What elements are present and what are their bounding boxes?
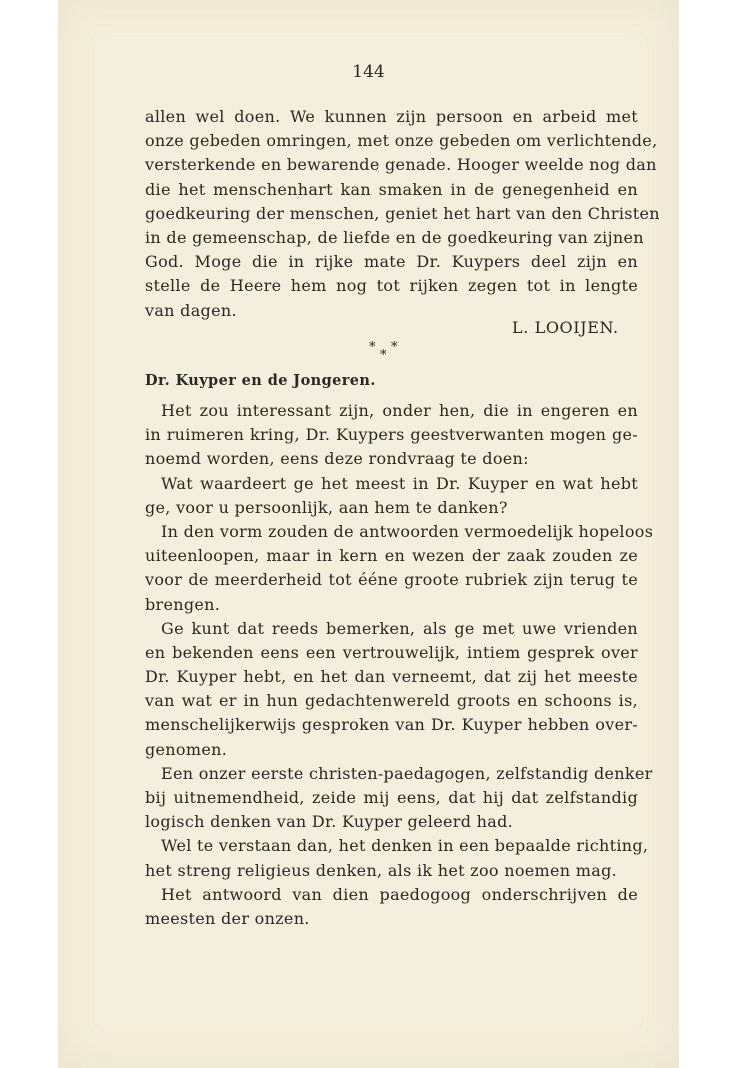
text-line: en bekenden eens een vertrouwelijk, intiem gesprek over xyxy=(145,642,638,662)
text-line: goedkeuring der menschen, geniet het hart van den Christen xyxy=(145,203,660,223)
text-line: onze gebeden omringen, met onze gebeden om verlichtende, xyxy=(145,131,658,151)
text-line: die het menschenhart kan smaken in de genegenheid en xyxy=(145,179,638,199)
text-line: voor de meerderheid tot ééne groote rubriek zijn terug te xyxy=(145,570,638,590)
paragraph xyxy=(145,762,653,835)
text-line: van wat er in hun gedachtenwereld groots en schoons is, xyxy=(145,691,638,711)
text-line: logisch denken van Dr. Kuyper geleerd had. xyxy=(145,812,514,832)
paragraph xyxy=(145,834,649,882)
text-line: Een onzer eerste christen-paedagogen, zelfstandig denker xyxy=(161,763,653,783)
text-line: het streng religieus denken, als ik het zoo noemen mag. xyxy=(145,860,618,880)
text-line: Het antwoord van dien paedogoog onderschrijven de xyxy=(161,884,638,904)
asterism-separator xyxy=(363,340,413,362)
text-line: God. Moge die in rijke mate Dr. Kuypers deel zijn en xyxy=(145,252,638,272)
text-line: Dr. Kuyper hebt, en het dan verneemt, dat zij het meeste xyxy=(145,667,638,687)
text-line: brengen. xyxy=(145,594,221,614)
asterisk: * xyxy=(391,340,398,355)
text-line: menschelijkerwijs gesproken van Dr. Kuyper hebben over- xyxy=(145,715,638,735)
paragraph xyxy=(145,472,638,520)
paragraph xyxy=(145,617,638,762)
page-number: 144 xyxy=(352,62,385,82)
text-line: Wat waardeert ge het meest in Dr. Kuyper en wat hebt xyxy=(161,473,638,493)
text-line: versterkende en bewarende genade. Hooger weelde nog dan xyxy=(145,155,657,175)
paragraph xyxy=(145,399,638,472)
asterisk: * xyxy=(380,348,387,363)
article-body xyxy=(145,399,654,931)
text-line: in de gemeenschap, de liefde en de goedkeuring van zijnen xyxy=(145,227,644,247)
text-line: meesten der onzen. xyxy=(145,908,310,928)
text-line: Ge kunt dat reeds bemerken, als ge met uwe vrienden xyxy=(161,618,638,638)
text-line: Het zou interessant zijn, onder hen, die in engeren en xyxy=(161,401,638,420)
text-line: van dagen. xyxy=(145,300,237,320)
text-line: ge, voor u persoonlijk, aan hem te danken? xyxy=(145,497,508,517)
text-line: uiteenloopen, maar in kern en wezen der zaak zouden ze xyxy=(145,546,638,566)
text-line: bij uitnemendheid, zeide mij eens, dat hij dat zelfstandig xyxy=(145,788,638,807)
text-line: In den vorm zouden de antwoorden vermoedelijk hopeloos xyxy=(161,521,654,541)
text-line: noemd worden, eens deze rondvraag te doen: xyxy=(145,449,529,469)
text-line: genomen. xyxy=(145,739,228,759)
text-line: in ruimeren kring, Dr. Kuypers geestverwanten mogen ge- xyxy=(145,425,638,445)
text-line: Wel te verstaan dan, het denken in een bepaalde richting, xyxy=(161,836,649,856)
paragraph xyxy=(145,883,638,931)
text-line: stelle de Heere hem nog tot rijken zegen tot in lengte xyxy=(145,276,638,296)
paragraph xyxy=(145,520,654,617)
section-heading: Dr. Kuyper en de Jongeren. xyxy=(145,372,376,389)
text-line: allen wel doen. We kunnen zijn persoon en arbeid met xyxy=(145,107,638,126)
author-signature: L. LOOIJEN. xyxy=(512,318,619,337)
asterisk: * xyxy=(369,340,376,355)
paragraph-closing xyxy=(145,105,660,323)
book-page xyxy=(58,0,679,1068)
